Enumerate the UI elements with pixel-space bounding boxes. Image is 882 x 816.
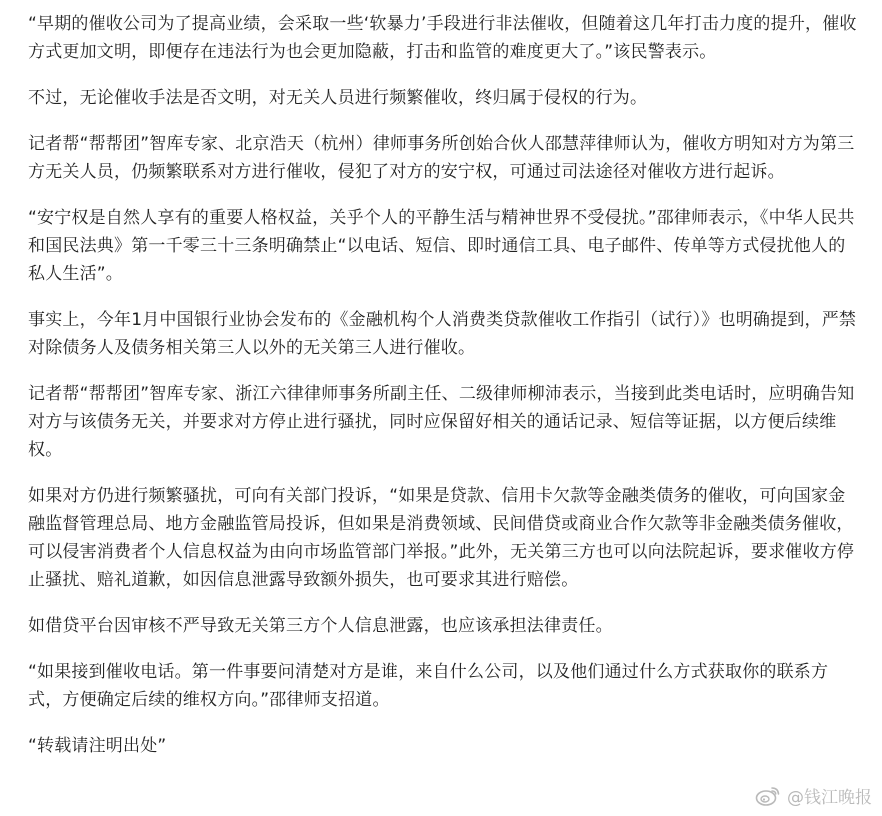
- article-paragraph: 不过，无论催收手法是否文明，对无关人员进行频繁催收，终归属于侵权的行为。: [28, 88, 648, 108]
- weibo-icon: [755, 785, 781, 807]
- article-paragraph: “安宁权是自然人享有的重要人格权益，关乎个人的平静生活与精神世界不受侵扰。”邵律师表示，《中华人民共和国民法典》第一千零三十三条明确禁止“以电话、短信、即时通信工具、电子邮件、传单等方式侵扰他人的私人生活”。: [28, 208, 855, 284]
- article-body: [28, 10, 860, 760]
- article-paragraph-footer: “转载请注明出处”: [28, 736, 167, 756]
- article-paragraph: “如果接到催收电话。第一件事要问清楚对方是谁，来自什么公司，以及他们通过什么方式获取你的联系方式，方便确定后续的维权方向。”邵律师支招道。: [28, 662, 829, 710]
- article-paragraph: 记者帮“帮帮团”智库专家、北京浩天（杭州）律师事务所创始合伙人邵慧萍律师认为，催收方明知对方为第三方无关人员，仍频繁联系对方进行催收，侵犯了对方的安宁权，可通过司法途径对催收方进行起诉。: [28, 134, 855, 182]
- article-paragraph: “早期的催收公司为了提高业绩，会采取一些‘软暴力’手段进行非法催收，但随着这几年打击力度的提升，催收方式更加文明，即便存在违法行为也会更加隐蔽，打击和监管的难度更大了。”该民警表示。: [28, 14, 857, 62]
- article-paragraph: 如果对方仍进行频繁骚扰，可向有关部门投诉，“如果是贷款、信用卡欠款等金融类债务的催收，可向国家金融监督管理总局、地方金融监管局投诉，但如果是消费领域、民间借贷或商业合作欠款等非金融类债务催收，可以侵害消费者个人信息权益为由向市场监管部门举报。”此外，无关第三方也可以向法院起诉，要求催收方停止骚扰、赔礼道歉，如因信息泄露导致额外损失，也可要求其进行赔偿。: [28, 486, 855, 590]
- source-watermark: [755, 783, 872, 808]
- article-paragraph: 记者帮“帮帮团”智库专家、浙江六律律师事务所副主任、二级律师柳沛表示，当接到此类电话时，应明确告知对方与该债务无关，并要求对方停止进行骚扰，同时应保留好相关的通话记录、短信等证据，以方便后续维权。: [28, 384, 855, 460]
- article-paragraph: 事实上，今年1月中国银行业协会发布的《金融机构个人消费类贷款催收工作指引（试行）》也明确提到，严禁对除债务人及债务相关第三人以外的无关第三人进行催收。: [28, 310, 857, 358]
- article-paragraph: 如借贷平台因审核不严导致无关第三方个人信息泄露，也应该承担法律责任。: [28, 616, 613, 636]
- watermark-text: @钱江晚报: [787, 788, 872, 808]
